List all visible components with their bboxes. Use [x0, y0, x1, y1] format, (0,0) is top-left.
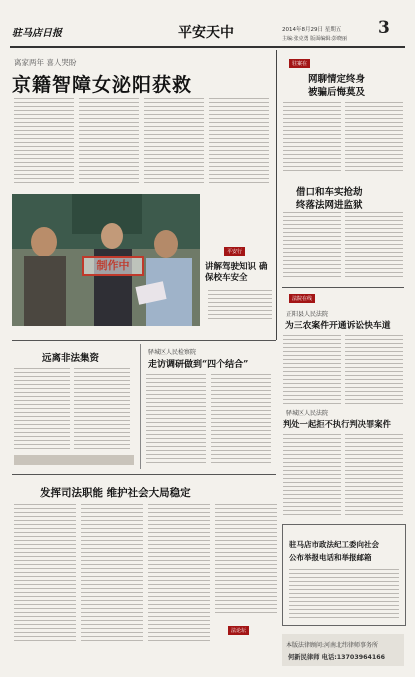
right-headline-2b: 终落法网进监狱: [296, 200, 363, 211]
mid-court-name: 驿城区人民检察院: [148, 349, 197, 356]
right-headline-1a: 网聊情定终身: [308, 74, 366, 85]
column-divider-right: [276, 50, 277, 340]
right-body-3a: [283, 335, 341, 405]
mid-divider: [140, 344, 141, 469]
mid-left-body-b: [74, 368, 130, 450]
issue-date: 2014年8月29日 星期五: [282, 27, 342, 33]
mid-center-headline: 走访调研做到“四个结合”: [148, 360, 249, 370]
right-tag-1: 驻案在: [289, 59, 310, 68]
law-firm-box: [282, 634, 404, 666]
bottom-body-col3: [148, 504, 210, 642]
mid-center-body-a: [146, 374, 206, 464]
right-headline-3: 为三农案件开通诉讼快车道: [285, 321, 391, 331]
photo-stamp: 制作中: [82, 256, 144, 276]
newspaper-logo: 驻马店日报: [12, 28, 62, 39]
right-body-2a: [283, 212, 341, 280]
mid-left-body-a: [14, 368, 70, 450]
masthead: [0, 0, 415, 48]
law-firm-line-2: 何新民律师 电话:13703964166: [288, 654, 385, 661]
mid-center-body-b: [211, 374, 271, 464]
right-rule-1: [282, 287, 404, 288]
lead-body-col2: [79, 98, 139, 186]
right-tag-2: 法院在线: [289, 294, 315, 303]
right-headline-1b: 被骗后悔莫及: [308, 87, 366, 98]
news-photo: [12, 194, 200, 326]
right-body-3b: [345, 335, 403, 405]
bottom-body-col4: [215, 504, 277, 616]
right-body-4b: [345, 434, 403, 516]
notice-line-1: 驻马店市政法纪工委向社会: [289, 540, 379, 549]
lead-headline: 京籍智障女泌阳获救: [12, 74, 193, 96]
photo-column-tag: 平安行: [224, 247, 245, 256]
bottom-body-col2: [81, 504, 143, 642]
lead-body-col1: [14, 98, 74, 186]
notice-body: [289, 569, 399, 619]
right-body-4a: [283, 434, 341, 516]
right-body-2b: [345, 212, 403, 280]
photo-caption-body: [208, 290, 272, 322]
bottom-rule: [12, 474, 276, 475]
section-title: 平安天中: [178, 25, 234, 41]
right-headline-4: 判处一起拒不执行判决罪案件: [283, 419, 391, 429]
bottom-headline: 发挥司法职能 维护社会大局稳定: [40, 487, 191, 499]
court-name-2: 驿城区人民法院: [286, 410, 329, 417]
mid-left-headline: 远离非法集资: [42, 353, 100, 364]
lead-kicker: 离家两年 喜人哭盼: [14, 58, 77, 67]
right-body-1a: [283, 102, 341, 174]
photo-caption-title: 讲解驾驶知识 确保校车安全: [205, 262, 268, 283]
lead-body-col3: [144, 98, 204, 186]
right-body-1b: [345, 102, 403, 174]
right-headline-2a: 借口和车实抢劫: [296, 187, 363, 198]
notice-line-2: 公布举报电话和举报邮箱: [289, 553, 372, 562]
mid-rule: [12, 340, 276, 341]
law-firm-line-1: 本版法律顾问:河南北纬律师事务所: [286, 642, 379, 649]
lead-body-col4: [209, 98, 269, 186]
bottom-body-col1: [14, 504, 76, 642]
court-name-1: 正阳县人民法院: [286, 311, 329, 318]
masthead-rule: [10, 46, 405, 48]
page-number: 3: [378, 18, 390, 38]
notice-box: [282, 524, 406, 626]
editors-line: 主编:张克勇 版面编辑:彭晓丽: [282, 36, 347, 42]
mid-left-footer-bar: [14, 455, 134, 465]
bottom-column-tag: 法论坛: [228, 626, 249, 635]
